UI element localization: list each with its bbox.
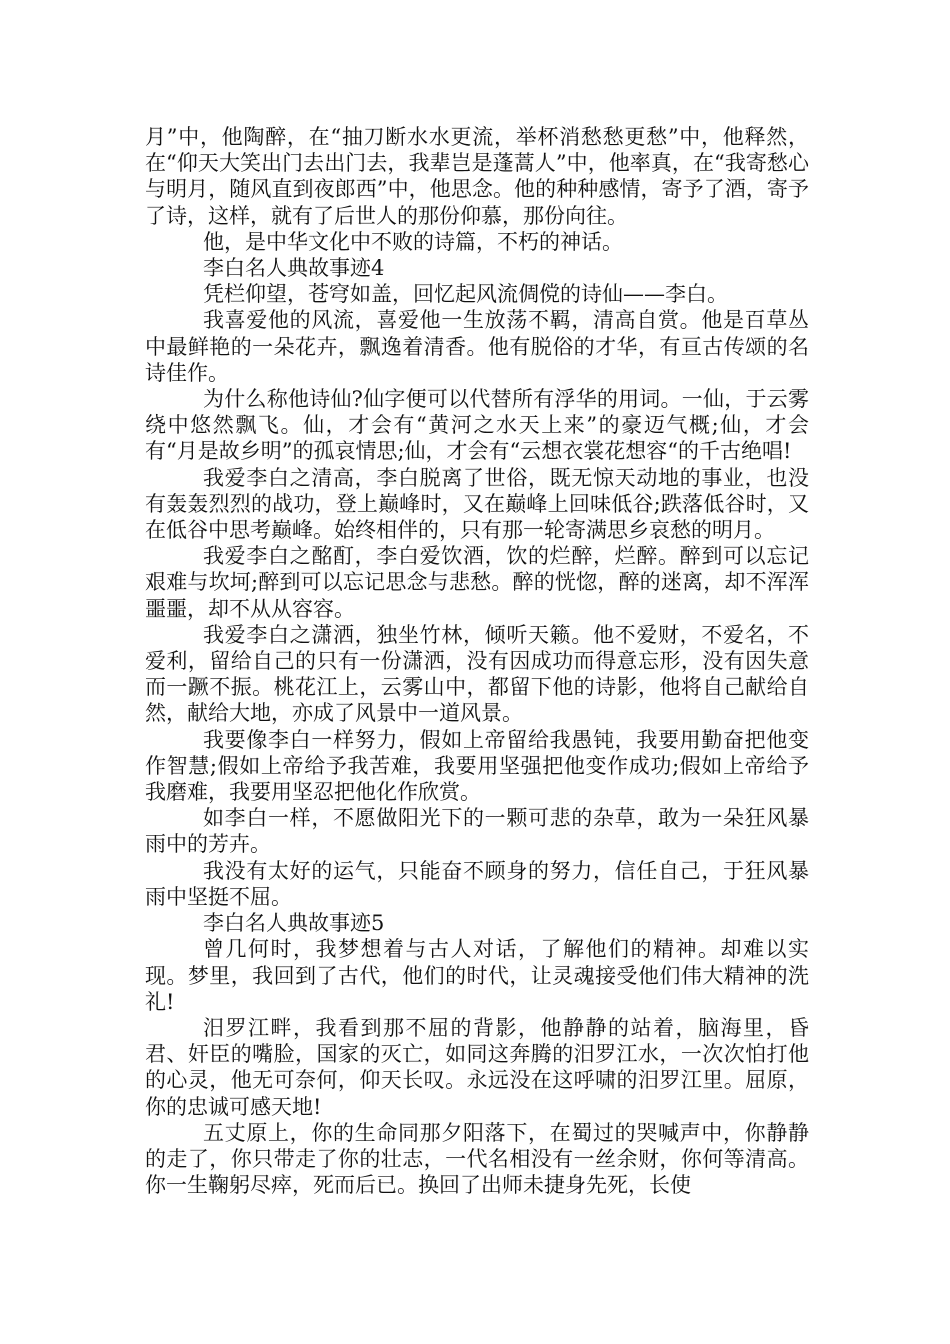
paragraph: 为什么称他诗仙?仙字便可以代替所有浮华的用词。一仙，于云雾绕中悠然飘飞。仙，才会有“黄河之水天上来”的豪迈气概;仙，才会有“月是故乡明”的孤哀情思;仙，才会有“云想衣裳花想容“的千古绝唱! — [145, 387, 809, 464]
paragraph: 我喜爱他的风流，喜爱他一生放荡不羁，清高自赏。他是百草丛中最鲜艳的一朵花卉，飘逸着清香。他有脱俗的才华，有亘古传颂的名诗佳作。 — [145, 308, 809, 385]
paragraph: 他，是中华文化中不败的诗篇，不朽的神话。 — [203, 229, 623, 254]
section-heading: 李白名人典故事迹4 — [203, 256, 385, 281]
section-heading: 李白名人典故事迹5 — [203, 911, 385, 936]
paragraph: 我爱李白之清高，李白脱离了世俗，既无惊天动地的事业，也没有轰轰烈烈的战功，登上巅峰时，又在巅峰上回味低谷;跌落低谷时，又在低谷中思考巅峰。始终相伴的，只有那一轮寄满思乡哀愁的明月。 — [145, 465, 809, 543]
document-page — [145, 124, 809, 1198]
paragraph-continuation: 月”中，他陶醉，在“抽刀断水水更流，举杯消愁愁更愁”中，他释然，在“仰天大笑出门去出门去，我辈岂是蓬蒿人”中，他率真，在“我寄愁心与明月，随风直到夜郎西”中，他思念。他的种种感情，寄予了酒，寄予了诗，这样，就有了后世人的那份仰慕，那份向往。 — [145, 125, 809, 228]
paragraph: 我要像李白一样努力，假如上帝留给我愚钝，我要用勤奋把他变作智慧;假如上帝给予我苦难，我要用坚强把他变作成功;假如上帝给予我磨难，我要用坚忍把他化作欣赏。 — [145, 727, 809, 805]
paragraph: 凭栏仰望，苍穹如盖，回忆起风流倜傥的诗仙——李白。 — [203, 282, 728, 307]
paragraph: 曾几何时，我梦想着与古人对话，了解他们的精神。却难以实现。梦里，我回到了古代，他们的时代，让灵魂接受他们伟大精神的洗礼! — [145, 937, 809, 1014]
paragraph: 我爱李白之酩酊，李白爱饮酒，饮的烂醉，烂醉。醉到可以忘记艰难与坎坷;醉到可以忘记思念与悲愁。醉的恍惚，醉的迷离，却不浑浑噩噩，却不从从容容。 — [145, 544, 809, 621]
paragraph: 五丈原上，你的生命同那夕阳落下，在蜀过的哭喊声中，你静静的走了，你只带走了你的壮志，一代名相没有一丝余财，你何等清高。你一生鞠躬尽瘁，死而后已。换回了出师未捷身先死，长使 — [145, 1120, 809, 1198]
paragraph: 如李白一样，不愿做阳光下的一颗可悲的杂草，敢为一朵狂风暴雨中的芳卉。 — [145, 806, 809, 857]
paragraph: 汨罗江畔，我看到那不屈的背影，他静静的站着，脑海里，昏君、奸臣的嘴脸，国家的灭亡，如同这奔腾的汨罗江水，一次次怕打他的心灵，他无可奈何，仰天长叹。永远没在这呼啸的汨罗江里。屈原，你的忠诚可感天地! — [145, 1015, 809, 1119]
paragraph: 我爱李白之潇洒，独坐竹林，倾听天籁。他不爱财，不爱名，不爱利，留给自己的只有一份潇洒，没有因成功而得意忘形，没有因失意而一蹶不振。桃花江上，云雾山中，都留下他的诗影，他将自己献给自然，献给大地，亦成了风景中一道风景。 — [145, 622, 809, 726]
paragraph: 我没有太好的运气，只能奋不顾身的努力，信任自己，于狂风暴雨中坚挺不屈。 — [145, 858, 809, 909]
